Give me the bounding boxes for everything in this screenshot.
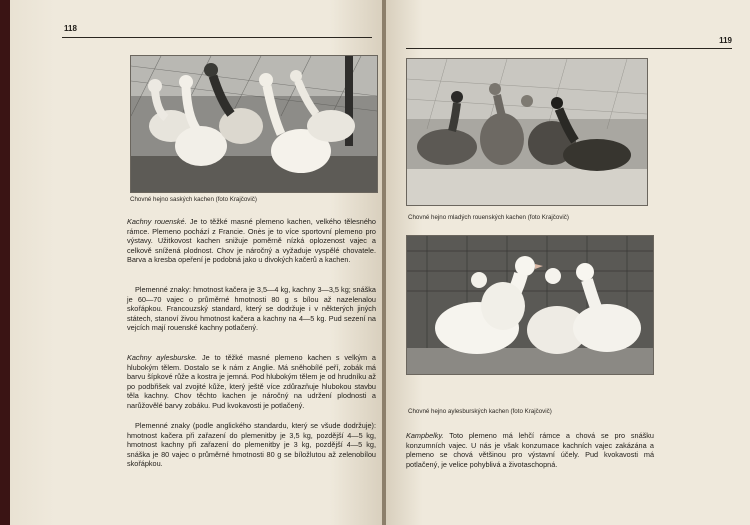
term-aylesbury: Kachny aylesburske. [127, 353, 198, 362]
paragraph-text: Plemenné znaky (podle anglického standardu, který se všude dodržuje): hmotnost kačera při zařazení do plemenitby je 3,5 kg, pozdější 4—5 kg, hmotnost kachny při zařazení do plemenitby je 3 kg, pozdější 4—5 kg, snáška je 80 vajec o průměrné hmotnosti 80 g se bíložlutou až zelenobílou skořápkou. [127, 421, 376, 469]
page-number: 119 [719, 36, 732, 45]
paragraph-rouen [127, 217, 376, 265]
paragraph-text: Toto plemeno má lehčí rámce a chová se pro snášku konzumních vajec. U nás je však konzumace kachních vajec zakázána a plemeno se chová většinou pro výstavní účely. Pud kvokavosti má potlačený, je velice pohyblivá a životaschopná. [406, 431, 654, 469]
paragraph-text: Plemenné znaky: hmotnost kačera je 3,5—4 kg, kachny 3—3,5 kg; snáška je 60—70 vajec o průměrné hmotnosti 80 g s bílou až nazelenalou skořápkou. Francouzský standard, který se dodržuje i v některých jiných státech, stanoví živou hmotnost kačera a kachny na 4—5 kg. Pud sezení na vejcích mají rouenské kachny potlačený. [127, 285, 376, 333]
duck-photo-aylesbury [406, 235, 654, 375]
photo-caption: Chovné hejno mladých rouenských kachen (foto Krajčovič) [408, 214, 569, 221]
show-through-text [14, 50, 62, 56]
term-campbell: Kampbelky. [406, 431, 444, 440]
paragraph-aylesbury-traits [127, 421, 376, 469]
right-page [386, 0, 750, 525]
photo-caption: Chovné hejno saských kachen (foto Krajčovič) [130, 196, 257, 203]
left-page [10, 0, 382, 525]
header-rule [406, 48, 732, 49]
page-number: 118 [64, 24, 77, 33]
paragraph-campbell [406, 431, 654, 469]
duck-photo-saxon [130, 55, 378, 193]
open-book [10, 0, 750, 525]
header-rule [62, 37, 372, 38]
paragraph-text: Je to těžké masné plemeno kachen, velkého tělesného rámce. Plemeno pochází z Francie. Onės je to více sportovní plemeno pro výstavy. Užitkovost kachen snižuje poměrně nízká oplozenost vajec a celkově snížená plodnost. Chov je náročný a vyžaduje vyspělé chovatele. Barva a kresba opeření je podobná jako u divokých kačerů a kachen. [127, 217, 376, 265]
duck-photo-rouen [406, 58, 648, 206]
term-rouen: Kachny rouenské. [127, 217, 187, 226]
paragraph-aylesbury [127, 353, 376, 411]
paragraph-text: Je to těžké masné plemeno kachen s velkým a hlubokým tělem. Dostalo se k nám z Anglie. Má sněhobílé peří, zobák má barvu šípkové růže a kostra je jemná. Pod hlubokým tělem je od hrudníku až po podbřišek val zvojité kůže, který ještě více zdůrazňuje hlubokou stavbu těla kachny. Chov těchto kachen je náročný na udržení plodnosti a narůžovělé barvy zobáku. Pud kvokavosti je potlačený. [127, 353, 376, 410]
paragraph-rouen-traits [127, 285, 376, 333]
photo-caption: Chovné hejno aylesburských kachen (foto Krajčovič) [408, 408, 552, 415]
